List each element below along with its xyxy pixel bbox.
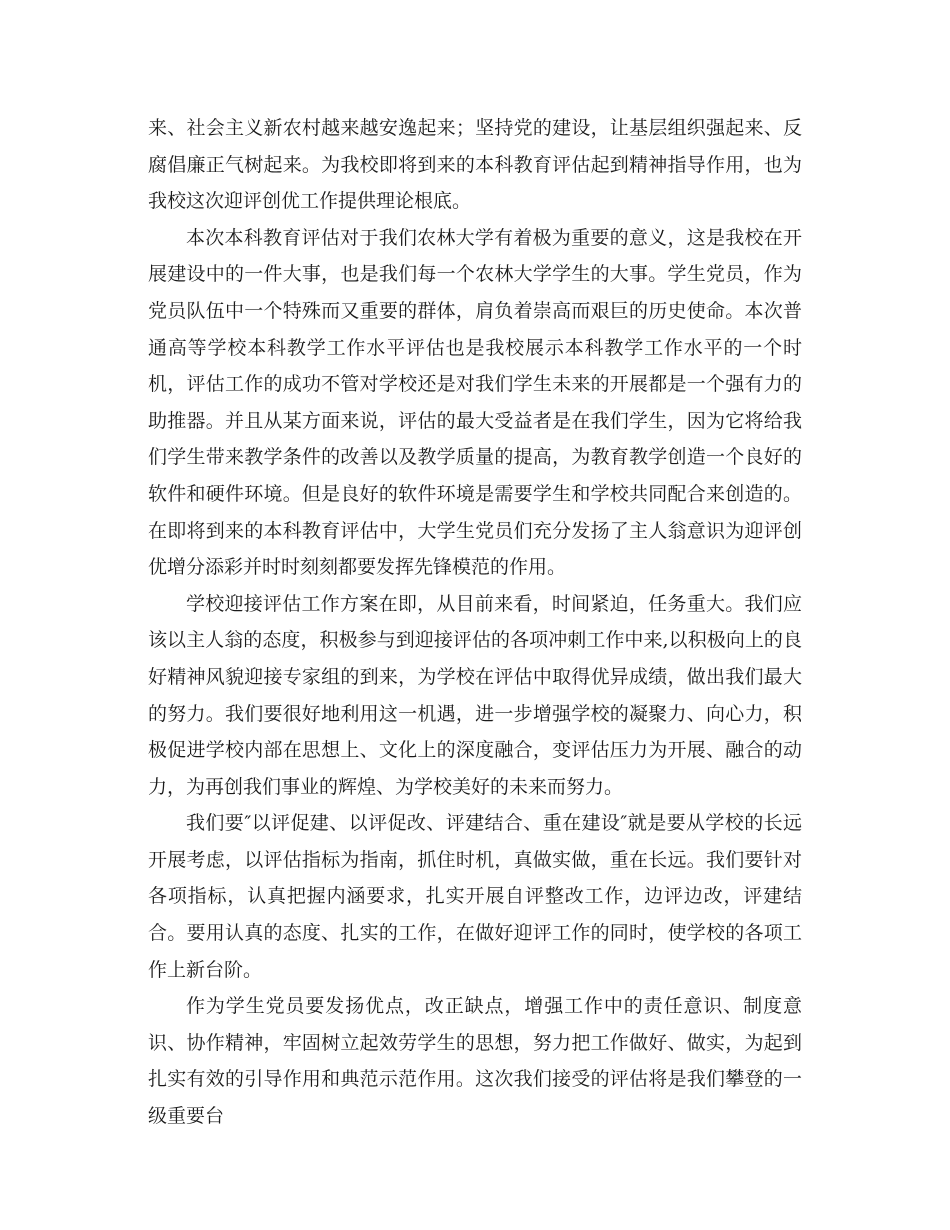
paragraph-4: 我们要″以评促建、以评促改、评建结合、重在建设″就是要从学校的长远开展考虑，以评估指标为指南，抓住时机，真做实做，重在长远。我们要针对各项指标，认真把握内涵要求，扎实开展自评整改工作，边评边改，评建结合。要用认真的态度、扎实的工作，在做好迎评工作的同时，使学校的各项工作上新台阶。: [148, 812, 802, 981]
paragraph-1: 来、社会主义新农村越来越安逸起来；坚持党的建设，让基层组织强起来、反腐倡廉正气树起来。为我校即将到来的本科教育评估起到精神指导作用，也为我校这次迎评创优工作提供理论根底。: [148, 117, 802, 213]
document-body: [148, 110, 802, 1135]
paragraph-3: 学校迎接评估工作方案在即，从目前来看，时间紧迫，任务重大。我们应该以主人翁的态度，积极参与到迎接评估的各项冲刺工作中来,以积极向上的良好精神风貌迎接专家组的到来，为学校在评估中取得优异成绩，做出我们最大的努力。我们要很好地利用这一机遇，进一步增强学校的凝聚力、向心力，积极促进学校内部在思想上、文化上的深度融合，变评估压力为开展、融合的动力，为再创我们事业的辉煌、为学校美好的未来而努力。: [148, 592, 802, 798]
paragraph-5: 作为学生党员要发扬优点，改正缺点，增强工作中的责任意识、制度意识、协作精神，牢固树立起效劳学生的思想，努力把工作做好、做实，为起到扎实有效的引导作用和典范示范作用。这次我们接受的评估将是我们攀登的一级重要台: [148, 995, 802, 1128]
paragraph-2: 本次本科教育评估对于我们农林大学有着极为重要的意义，这是我校在开展建设中的一件大事，也是我们每一个农林大学学生的大事。学生党员，作为党员队伍中一个特殊而又重要的群体，肩负着崇高而艰巨的历史使命。本次普通高等学校本科教学工作水平评估也是我校展示本科教学工作水平的一个时机，评估工作的成功不管对学校还是对我们学生未来的开展都是一个强有力的助推器。并且从某方面来说，评估的最大受益者是在我们学生，因为它将给我们学生带来教学条件的改善以及教学质量的提高，为教育教学创造一个良好的软件和硬件环境。但是良好的软件环境是需要学生和学校共同配合来创造的。在即将到来的本科教育评估中，大学生党员们充分发扬了主人翁意识为迎评创优增分添彩并时时刻刻都要发挥先锋模范的作用。: [148, 226, 802, 579]
